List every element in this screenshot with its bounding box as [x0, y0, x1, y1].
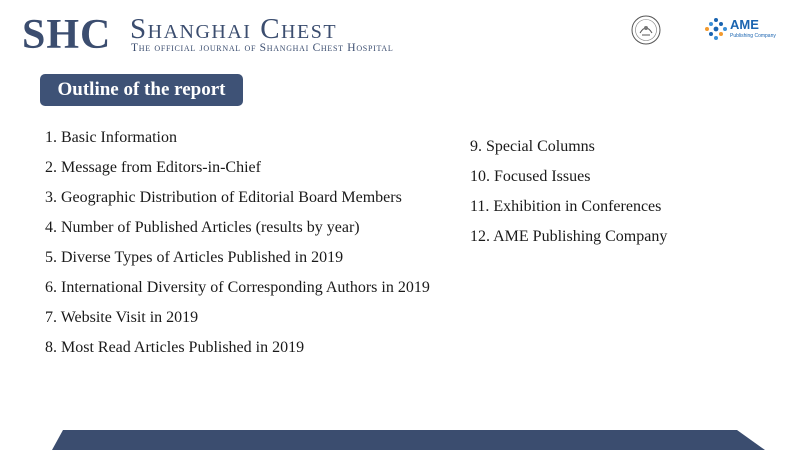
outline-item-4: 4. Number of Published Articles (results by year): [45, 219, 360, 236]
outline-item-2: 2. Message from Editors-in-Chief: [45, 159, 261, 176]
outline-item-1: 1. Basic Information: [45, 129, 177, 146]
hospital-seal-icon: [631, 15, 661, 45]
journal-logo-abbr: SHC: [22, 12, 112, 58]
outline-item-12: 12. AME Publishing Company: [470, 228, 668, 245]
outline-item-3: 3. Geographic Distribution of Editorial Board Members: [45, 189, 402, 206]
ame-logo-name: AME: [730, 17, 759, 32]
outline-item-11: 11. Exhibition in Conferences: [470, 198, 662, 215]
outline-item-10: 10. Focused Issues: [470, 168, 591, 185]
journal-subtitle: The official journal of Shanghai Chest Hospital: [131, 42, 394, 54]
ame-logo-tagline: Publishing Company: [730, 33, 776, 39]
footer-bar: [0, 430, 800, 450]
outline-list-left: [45, 128, 430, 368]
outline-item-7: 7. Website Visit in 2019: [45, 309, 199, 326]
outline-item-6: 6. International Diversity of Corresponding Authors in 2019: [45, 279, 430, 296]
outline-item-9: 9. Special Columns: [470, 138, 595, 155]
slide-header: [0, 0, 800, 60]
outline-list-right: [470, 137, 667, 257]
journal-title: Shanghai Chest: [130, 13, 338, 45]
outline-item-8: 8. Most Read Articles Published in 2019: [45, 339, 305, 356]
outline-title-badge: Outline of the report: [40, 74, 243, 106]
outline-item-5: 5. Diverse Types of Articles Published in 2019: [45, 249, 344, 266]
